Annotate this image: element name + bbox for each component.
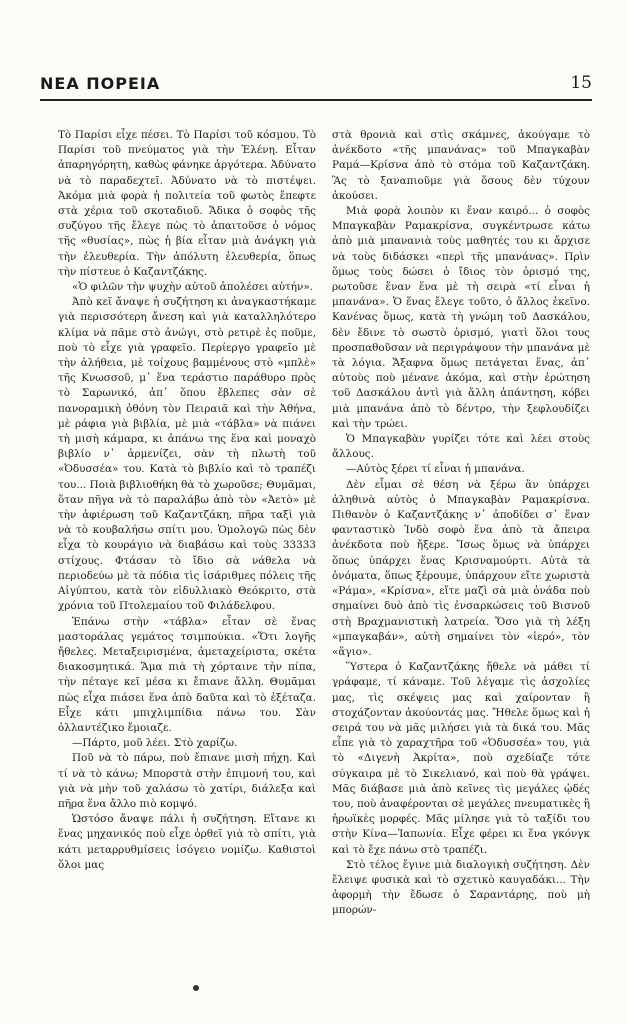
paragraph: Ποῦ νὰ τὸ πάρω, ποὺ ἔπιανε μισὴ πήχη. Καὶ τί νὰ τὸ κάνω; Μπορστὰ στὴν ἐπιμονή του, καὶ γιὰ νὰ μὴν τοῦ χαλάσω τὸ χατίρι, διάλεξα καὶ πῆρα ἕνα ἄλλο πιὸ κομψό. — [58, 752, 316, 810]
dialogue-line: —Πάρτο, μοῦ λέει. Στὸ χαρίζω. — [72, 737, 238, 750]
paragraph: Ὁ Μπαγκαβὰν γυρίζει τότε καὶ λέει στοὺς ἄλλους. — [332, 433, 590, 461]
page-header — [40, 74, 592, 96]
left-column — [58, 128, 316, 1008]
paragraph: Ἐπάνω στὴν «τάβλα» εἶταν σὲ ἕνας μαστοράλας γεμάτος τσιμπούκια. «Ὅτι λογῆς ἤθελες. Μεταξειρισμένα, ἀμεταχείριστα, σκέτα διακοσμητικά. Ἅμα πιὰ τὴ χόρταινε τὴν πίπα, τὴν πέταγε κεῖ μέσα κι ἔπιανε ἄλλη. Θυμᾶμαι πὼς εἶχα πιάσει ἕνα ἀπὸ δαῦτα καὶ τὸ ἐξέταζα. Εἶχε κάτι μπιχλιμπίδια πάνω του. Σὰν ὀλλαντέζικο ἔμοιαζε. — [58, 615, 316, 734]
paragraph: στὰ θρονιὰ καὶ στὶς σκάμνες, ἀκούγαμε τὸ ἀνέκδοτο «τῆς μπανάνας» τοῦ Μπαγκαβὰν Ραμά—Κρίσνα ἀπὸ τὸ στόμα τοῦ Καζαντζάκη. Ἂς τὸ ξαναπιοῦμε γιὰ ὅσους δὲν τύχουν ἀκούσει. — [332, 129, 590, 202]
paragraph: Τὸ Παρίσι εἶχε πέσει. Τὸ Παρίσι τοῦ κόσμου. Τὸ Παρίσι τοῦ πνεύματος γιὰ τὴν Ἑλένη. Εἶταν ἀπαρηγόρητη, καθὼς φάνηκε ἀργότερα. Ἀδύνατο νὰ τὸ παραδεχτεῖ. Ἀδύνατο νὰ τὸ πιστέψει. Ἀκόμα μιὰ φορὰ ἡ πολιτεία τοῦ φωτὸς ἔπεφτε στὰ χέρια τοῦ σκοταδιοῦ. Ἄδικα ὁ σοφὸς τῆς συζύγου τῆς ἔλεγε πὼς τὸ ἀπαιτοῦσε ὁ νόμος τῆς «θυσίας», πὼς ἡ βία εἶταν μιὰ ἀνάγκη γιὰ τὴν ἐλευθερία. Τὴν ἀπόλυτη ἐλευθερία, ὅπως τὴν πίστευε ὁ Καζαντζάκης. — [58, 129, 316, 278]
ink-spot — [193, 985, 199, 991]
paragraph: Δὲν εἶμαι σὲ θέση νὰ ξέρω ἂν ὑπάρχει ἀληθινὰ αὐτὸς ὁ Μπαγκαβὰν Ραμακρίσνα. Πιθανὸν ὁ Καζαντζάκης ν᾿ ἀποδίδει σ᾿ ἕναν φανταστικὸ Ἰνδὸ σοφὸ ἕνα ἀπὸ τὰ ἄπειρα ἀνέκδοτα ποὺ ἤξερε. Ἴσως ὅμως νὰ ὑπάρχει ὅπως ὑπάρχει ἕνας Κρισναμούρτι. Αὐτὰ τὰ ὀνόματα, ὅπως ξέρουμε, ὑπάρχουν εἴτε χωριστὰ «Ράμα», «Κρίσνα», εἴτε μαζὶ σὰ μιὰ ὀνάδα ποὺ σημαίνει δυὸ ἀπὸ τὶς ἐνσαρκώσεις τοῦ Βισνοῦ στὴ Βραχμανιστικὴ λατρεία. Ὅσο γιὰ τὴ λέξη «μπαγκαβάν», αὐτὴ σημαίνει τὸν «ἱερό», τὸν «ἅγιο». — [332, 478, 590, 658]
page-number: 15 — [570, 73, 592, 93]
header-rule — [40, 99, 592, 101]
paragraph: Ἀπὸ κεῖ ἄναψε ἡ συζήτηση κι ἀναγκαστήκαμε γιὰ περισσότερη ἄνεση καὶ γιὰ καταλληλότερο κλίμα νὰ πᾶμε στὸ ἀνώγι, στὸ ρετιρὲ ἐς ποῦμε, ποὺ τὸ εἶχε γιὰ γραφεῖο. Περίεργο γραφεῖο μὲ τὴν ἀλήθεια, μὲ τοίχους βαμμένους στὸ «μπλὲ» τῆς Κνωσσοῦ, μ᾿ ἕνα τεράστιο παράθυρο πρὸς τὸ Σαρωνικό, ἀπ᾿ ὅπου ἔβλεπες σὰν σὲ πανοραμικὴ ὀθόνη τὸν Πειραιᾶ καὶ τὴν Ἀθήνα, μὲ ράφια γιὰ βιβλία, μὲ μιὰ «τάβλα» νὰ πιάνει τὴ μισὴ κάμαρα, κι ἀπάνω της ἕνα καὶ μοναχὸ βιβλίο ν᾿ ἀρμενίζει, σὰν τὴ πλωτὴ τοῦ «Ὀδυσσέα» του. Κατὰ τὸ βιβλίο καὶ τὸ τραπέζι του... Ποιὰ βιβλιοθήκη θὰ τὸ χωροῦσε; Θυμᾶμαι, ὅταν πῆγα νὰ τὸ παραλάβω ἀπὸ τὸν «Ἀετὸ» μὲ τὴν ἀφιέρωση τοῦ Καζαντζάκη, πῆρα ταξὶ γιὰ νὰ τὸ κουβαλήσω σπίτι μου. Ὁμολογῶ πὼς δὲν εἶχα τὸ κουράγιο νὰ διαβάσω καὶ τοὺς 33333 στίχους. Φτάσαν τὸ ἴδιο σὰ νάθελα νὰ περιοδεύω μὲ τὰ πόδια τὶς ἰσάριθμες πόλεις τῆς Αἰγύπτου, κατὰ τὸν εἰδυλλιακὸ Θεόκριτο, στὰ χρόνια τοῦ Πτολεμαίου τοῦ Φιλάδελφου. — [58, 296, 316, 613]
paragraph: Μιὰ φορὰ λοιπὸν κι ἕναν καιρό... ὁ σοφὸς Μπαγκαβὰν Ραμακρίσνα, συγκέντρωσε κάτω ἀπὸ μιὰ μπανανιὰ τοὺς μαθητές του κι ἄρχισε νὰ τοὺς διδάσκει «περὶ τῆς μπανάνας». Πρὶν ὅμως τοὺς δώσει ὁ ἴδιος τὸν ὁρισμό της, ρωτοῦσε ἕναν ἕνα μὲ τὴ σειρὰ «τί εἶναι ἡ μπανάνα». Ὁ ἕνας ἔλεγε τοῦτο, ὁ ἄλλος ἐκεῖνο. Κανένας ὅμως, κατὰ τὴ γνώμη τοῦ Δασκάλου, δὲν ἔδινε τὸ σωστὸ ὁρισμό, γιατὶ ὅλοι τους προσπαθοῦσαν νὰ περιγράψουν τὴν μπανάνα μὲ τὰ λόγια. Ἄξαφνα ὅμως πετάγεται ἕνας, ἀπ᾿ αὐτοὺς ποὺ μένανε ἀκόμα, καὶ στὴν ἐρώτηση τοῦ Δασκάλου ἀντὶ γιὰ ἄλλη ἀπάντηση, κόβει μιὰ μπανάνα ἀπὸ τὸ δέντρο, τὴν ξεφλουδίζει καὶ τὴν τρώει. — [332, 205, 590, 430]
paragraph: Ὡστόσο ἄναψε πάλι ἡ συζήτηση. Εἴτανε κι ἕνας μηχανικός ποὺ εἶχε ὀρθεῖ γιὰ τὸ σπίτι, γιὰ κάτι μεταρρυθμίσεις ἰσόγειο νομίζω. Καθιστοὶ ὅλοι μας — [58, 813, 316, 871]
magazine-title: ΝΕΑ ΠΟΡΕΙΑ — [40, 74, 161, 93]
quote-paragraph: «Ὁ φιλῶν τὴν ψυχὴν αὐτοῦ ἀπολέσει αὐτήν». — [72, 281, 313, 294]
paragraph: Ὕστερα ὁ Καζαντζάκης ἤθελε νὰ μάθει τί γράφαμε, τί κάναμε. Τοῦ λέγαμε τὶς ἀσχολίες μας, τὶς σκέψεις μας καὶ χαίρονταν ἢ στοχάζονταν ἀκούοντάς μας. Ἤθελε ὅμως καὶ ἡ σειρά του νὰ μᾶς μιλήσει γιὰ τὰ δικά του. Μᾶς εἶπε γιὰ τὸ χαραχτῆρα τοῦ «Ὀδυσσέα» του, γιὰ τὸ «Διγενὴ Ἀκρίτα», ποὺ σχεδίαζε τότε σύγκαιρα μὲ τὸ Σικελιανό, καὶ ποὺ θὰ γράψει. Μᾶς διάβασε μιὰ ἀπὸ κεῖνες τὶς μεγάλες ᾠδές του, ποὺ ἀναφέρονται σὲ μεγάλες πνευματικὲς ἢ ἡρωϊκὲς μορφές. Μᾶς μίλησε γιὰ τὸ ταξίδι του στὴν Κίνα—Ἰαπωνία. Εἶχε φέρει κι ἕνα γκόνγκ καὶ τὸ ἔχε πάνω στὸ τραπέζι. — [332, 661, 590, 856]
right-column — [332, 128, 590, 1008]
dialogue-line: —Αὐτὸς ξέρει τί εἶναι ἡ μπανάνα. — [346, 463, 525, 476]
paragraph: Στὸ τέλος ἔγινε μιὰ διαλογικὴ συζήτηση. Δὲν ἔλειψε φυσικὰ καὶ τὸ σχετικὸ καυγαδάκι... Τὴν ἀφορμὴ τὴν ἔδωσε ὁ Σαραντάρης, ποὺ μὴ μπορών- — [332, 858, 590, 917]
